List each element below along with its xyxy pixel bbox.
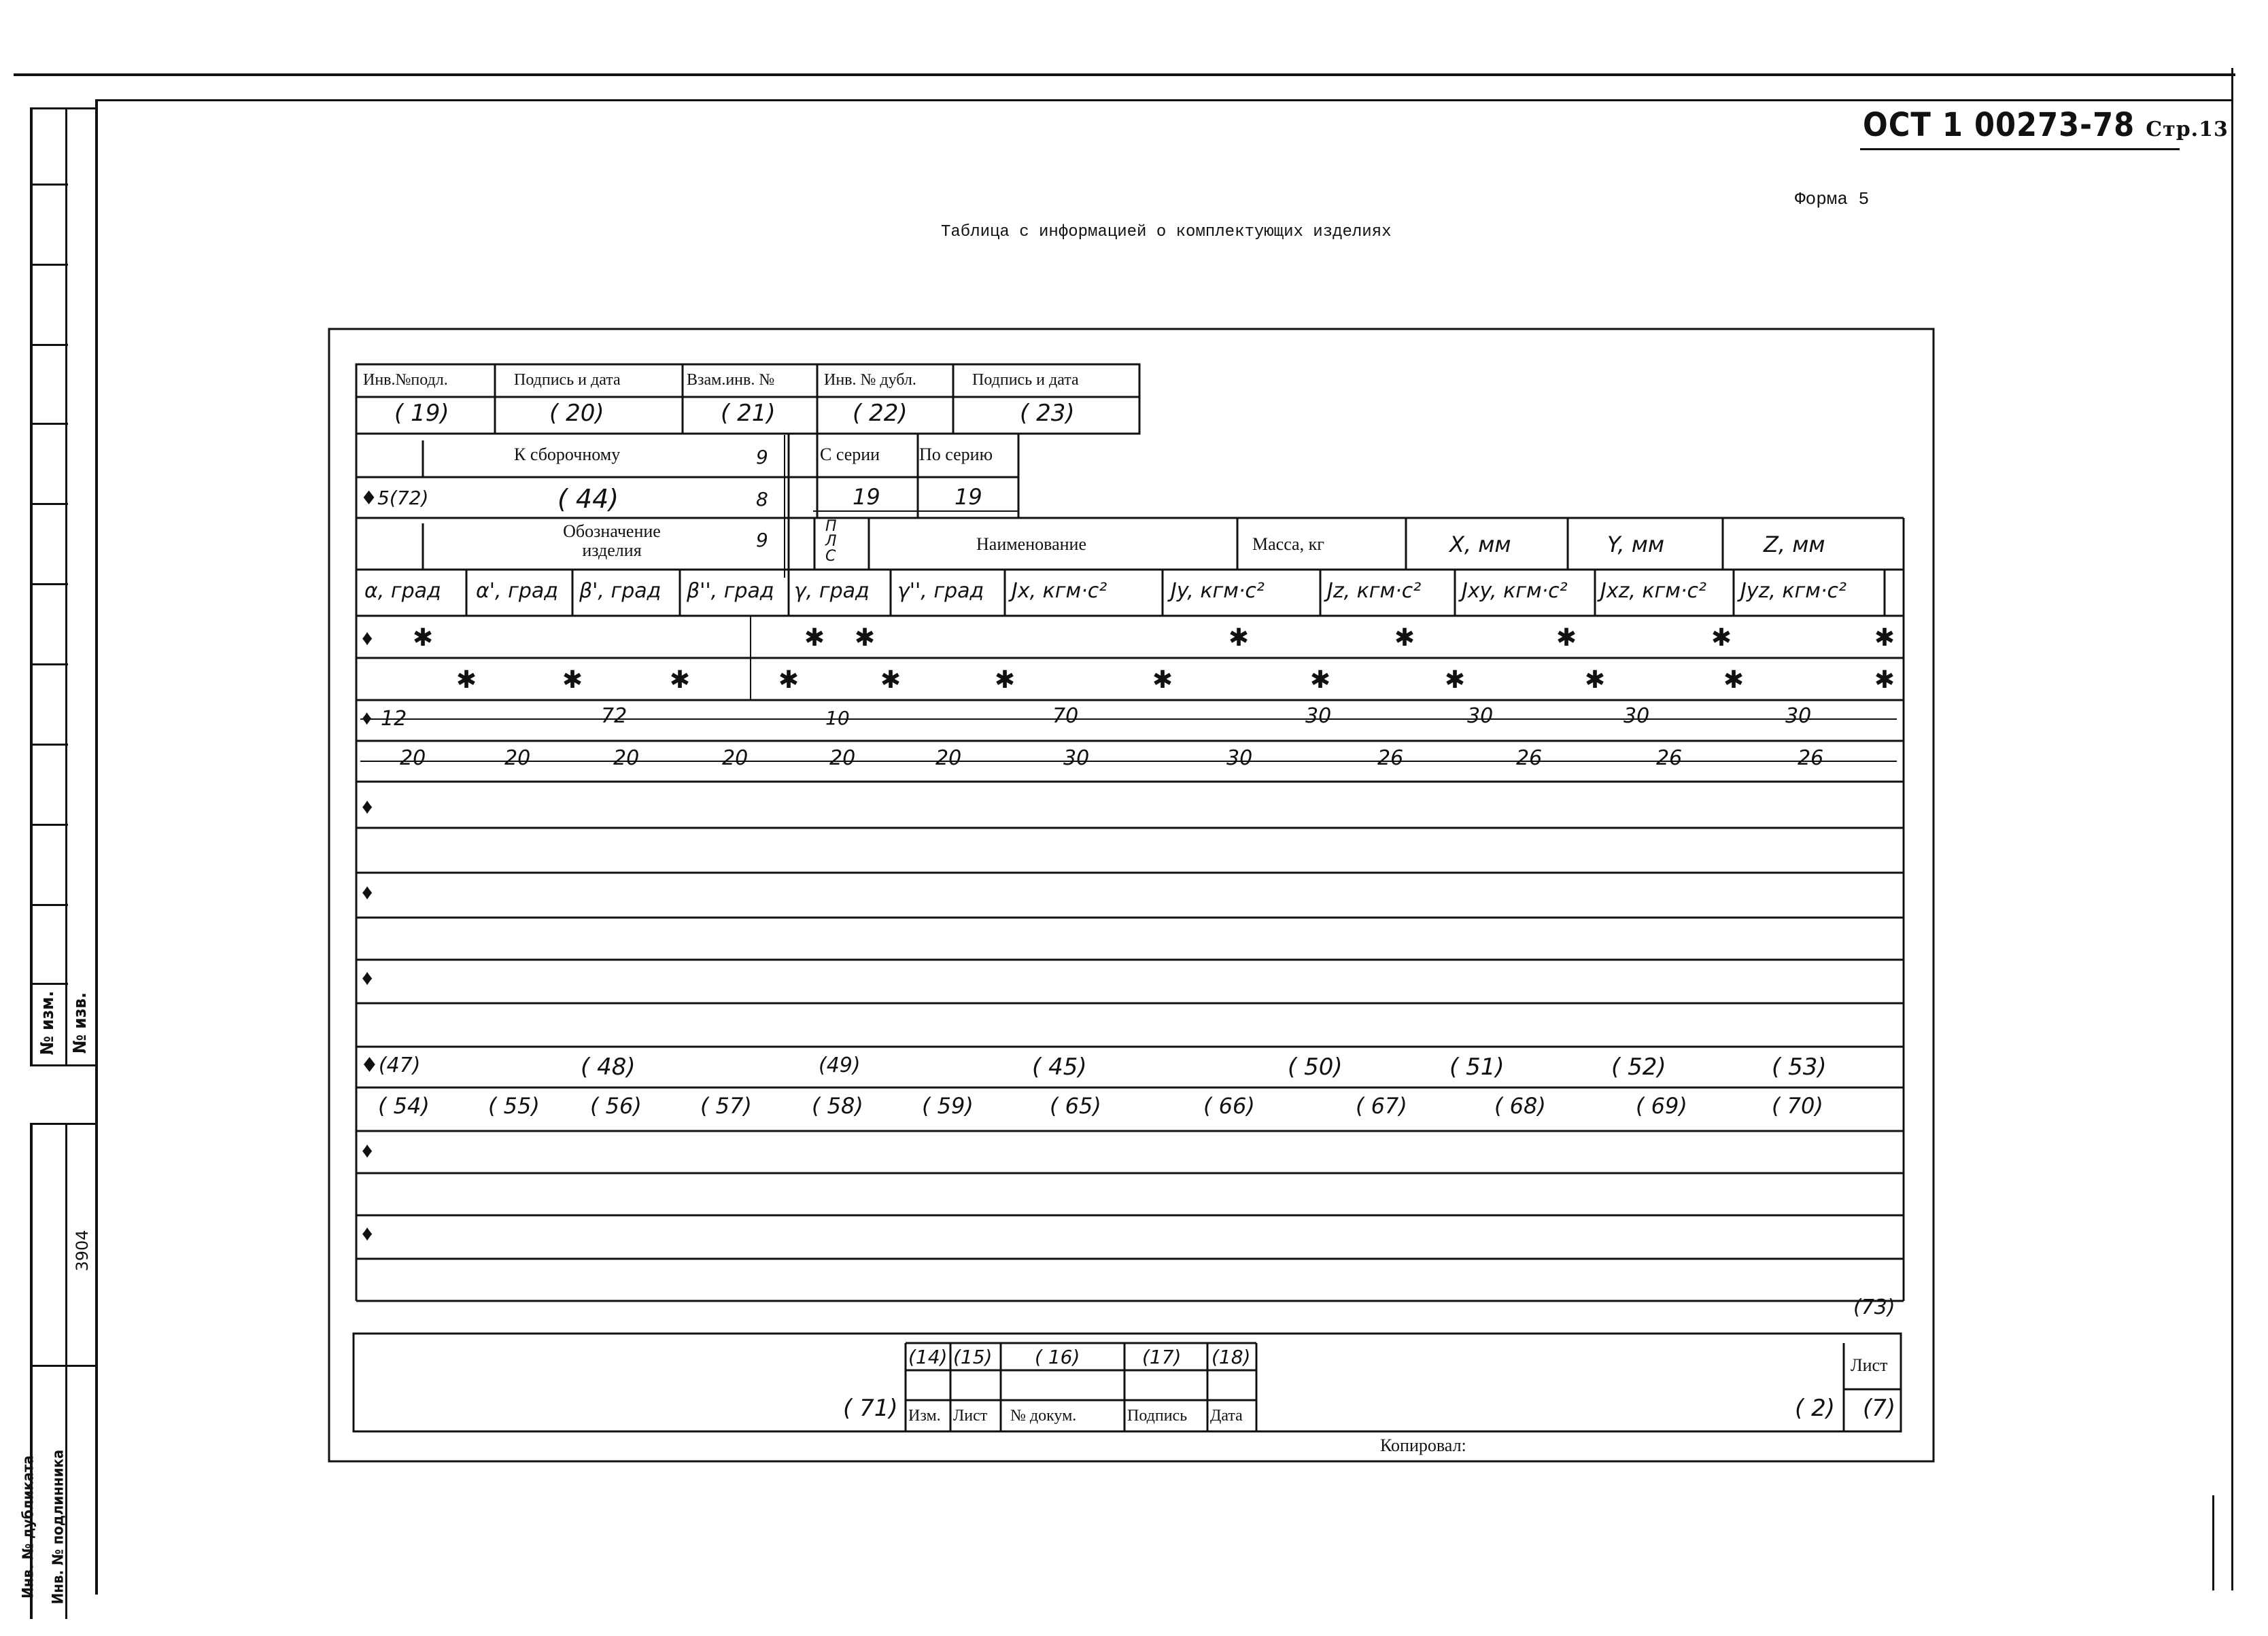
name-header: Наименование [976, 534, 1086, 554]
sub-header-jyz: Jyz, кгм·c² [1740, 579, 1846, 603]
stamp-value-20: ( 20) [549, 400, 604, 427]
dim-row1-30a: 30 [1305, 704, 1332, 728]
svg-text:✱: ✱ [854, 624, 876, 652]
dim-row2-7: 30 [1063, 746, 1090, 770]
field-59: ( 59) [922, 1093, 974, 1119]
svg-text:✱: ✱ [1228, 624, 1250, 652]
stamp-value-22: ( 22) [853, 400, 908, 427]
svg-text:✱: ✱ [456, 666, 477, 694]
field-56: ( 56) [590, 1093, 642, 1119]
sub-header-alpha: α, град [364, 579, 441, 603]
svg-text:✱: ✱ [562, 666, 583, 694]
row-marker-1: ♦ [362, 625, 373, 650]
row-marker-2: ♦ [362, 707, 373, 729]
form-label: Форма 5 [1795, 189, 1870, 209]
row-marker-7: ♦ [362, 1221, 373, 1245]
sheet-label: Лист [1851, 1355, 1888, 1375]
dim-row1-70: 70 [1052, 704, 1079, 728]
field-65: ( 65) [1050, 1093, 1101, 1119]
side-inv-number: 3904 [73, 1230, 92, 1272]
row-marker-4: ♦ [362, 880, 373, 904]
pls-header: П Л С [825, 518, 837, 565]
field-52: ( 52) [1611, 1054, 1666, 1081]
page-title: Таблица с информацией о комплектующих изделиях [941, 223, 1392, 241]
field-68: ( 68) [1494, 1093, 1546, 1119]
designation-header: Обозначение изделия [563, 521, 661, 560]
field-54: ( 54) [378, 1093, 430, 1119]
svg-text:✱: ✱ [880, 666, 901, 694]
page-label: Стр.13 [2146, 118, 2229, 141]
stamp-header-5: Подпись и дата [972, 371, 1079, 389]
sub-header-beta1: β', град [579, 579, 662, 603]
x-header: X, мм [1449, 532, 1511, 557]
field-70: ( 70) [1772, 1093, 1823, 1119]
field-73: (73) [1853, 1295, 1895, 1319]
stamp-header-2: Подпись и дата [514, 371, 621, 389]
field-53: ( 53) [1772, 1054, 1827, 1081]
stamp-label-sign: Подпись [1127, 1407, 1188, 1425]
svg-text:✱: ✱ [994, 666, 1016, 694]
sub-header-jx: Jx, кгм·c² [1012, 579, 1107, 603]
sub-header-jxy: Jxy, кгм·c² [1462, 579, 1568, 603]
svg-text:✱: ✱ [1309, 666, 1331, 694]
sub-header-alpha1: α', град [476, 579, 559, 603]
field-51: ( 51) [1449, 1054, 1505, 1081]
sub-header-gamma2: γ'', град [897, 579, 984, 603]
svg-text:✱: ✱ [1874, 624, 1895, 652]
field-47: ♦(47) [360, 1054, 421, 1077]
field-55: ( 55) [488, 1093, 540, 1119]
to-series-value: 19 [955, 484, 982, 510]
sub-header-beta2: β'', град [687, 579, 774, 603]
svg-text:✱: ✱ [669, 666, 691, 694]
dim-row1-30c: 30 [1623, 704, 1650, 728]
sub-header-jy: Jy, кгм·c² [1171, 579, 1265, 603]
dim-row2-9: 26 [1377, 746, 1404, 770]
stamp-num-18: (18) [1212, 1346, 1251, 1368]
dim-9b: 9 [756, 529, 768, 551]
row-marker-3: ♦ [362, 794, 373, 818]
dim-row1-10: 10 [825, 707, 850, 729]
field-66: ( 66) [1203, 1093, 1255, 1119]
sub-header-jz: Jz, кгм·c² [1327, 579, 1422, 603]
dim-row2-4: 20 [722, 746, 749, 770]
dim-row2-6: 20 [935, 746, 962, 770]
stamp-num-17: (17) [1142, 1346, 1182, 1368]
dim-row2-11: 26 [1656, 746, 1683, 770]
assembly-value: ( 44) [557, 484, 619, 514]
stamp-label-date: Дата [1210, 1407, 1243, 1425]
stamp-header-1: Инв.№подл. [363, 371, 448, 389]
dim-row2-12: 26 [1798, 746, 1824, 770]
copied-label: Копировал: [1380, 1435, 1466, 1455]
field-50: ( 50) [1288, 1054, 1343, 1081]
stamp-value-21: ( 21) [721, 400, 776, 427]
from-series-label: С серии [820, 445, 880, 464]
dim-row1-30d: 30 [1785, 704, 1812, 728]
field-57: ( 57) [700, 1093, 752, 1119]
dim-row2-8: 30 [1226, 746, 1253, 770]
field-71: ( 71) [843, 1395, 898, 1422]
field-58: ( 58) [812, 1093, 863, 1119]
svg-text:✱: ✱ [1874, 666, 1895, 694]
svg-text:✱: ✱ [1444, 666, 1466, 694]
mass-header: Масса, кг [1252, 534, 1324, 554]
svg-text:✱: ✱ [1723, 666, 1745, 694]
svg-text:✱: ✱ [1152, 666, 1173, 694]
field-2: ( 2) [1795, 1395, 1835, 1422]
dim-9a: 9 [756, 446, 768, 468]
stamp-value-19: ( 19) [394, 400, 449, 427]
side-change-no: № изм. [37, 990, 58, 1056]
dim-row2-10: 26 [1516, 746, 1543, 770]
field-69: ( 69) [1636, 1093, 1687, 1119]
doc-code-text: ОСТ 1 00273-78 [1863, 106, 2135, 144]
assembly-marker: ♦5(72) [360, 487, 429, 509]
row-marker-5: ♦ [362, 965, 373, 990]
svg-text:✱: ✱ [778, 666, 800, 694]
stamp-num-16: ( 16) [1035, 1346, 1080, 1368]
side-inv-orig: Инв. № подлинника [50, 1449, 67, 1605]
svg-text:✱: ✱ [1711, 624, 1732, 652]
z-header: Z, мм [1764, 532, 1825, 557]
svg-text:✱: ✱ [412, 624, 434, 652]
stamp-num-15: (15) [953, 1346, 993, 1368]
svg-text:✱: ✱ [1584, 666, 1606, 694]
stamp-num-14: (14) [908, 1346, 948, 1368]
from-series-value: 19 [853, 484, 880, 510]
dim-row1-30b: 30 [1467, 704, 1494, 728]
svg-text:✱: ✱ [1556, 624, 1577, 652]
sub-header-jxz: Jxz, кгм·c² [1600, 579, 1706, 603]
field-7: (7) [1863, 1395, 1896, 1422]
y-header: Y, мм [1607, 532, 1665, 557]
to-series-label: По серию [919, 445, 993, 464]
field-49: (49) [819, 1054, 861, 1077]
dim-row2-5: 20 [829, 746, 856, 770]
stamp-header-3: Взам.инв. № [687, 371, 775, 389]
field-67: ( 67) [1356, 1093, 1407, 1119]
dim-row2-3: 20 [613, 746, 640, 770]
svg-text:✱: ✱ [1394, 624, 1415, 652]
stamp-label-list: Лист [953, 1407, 988, 1425]
dim-row2-2: 20 [504, 746, 531, 770]
dim-8a: 8 [756, 488, 768, 510]
stamp-label-izm: Изм. [908, 1407, 941, 1425]
side-notice-no: № изв. [70, 992, 90, 1054]
field-48: ( 48) [581, 1054, 636, 1081]
side-inv-dup: Инв. № дубликата [20, 1455, 37, 1599]
dim-row1-72: 72 [601, 704, 628, 728]
row-marker-6: ♦ [362, 1138, 373, 1162]
svg-text:✱: ✱ [804, 624, 825, 652]
stamp-label-doc: № докум. [1010, 1407, 1077, 1425]
sub-header-gamma: γ, град [794, 579, 870, 603]
stamp-header-4: Инв. № дубл. [824, 371, 916, 389]
dim-row1-12: 12 [381, 707, 407, 731]
stamp-value-23: ( 23) [1020, 400, 1075, 427]
assembly-label: К сборочному [514, 445, 621, 464]
dim-row2-1: 20 [400, 746, 426, 770]
field-45: ( 45) [1032, 1054, 1087, 1081]
